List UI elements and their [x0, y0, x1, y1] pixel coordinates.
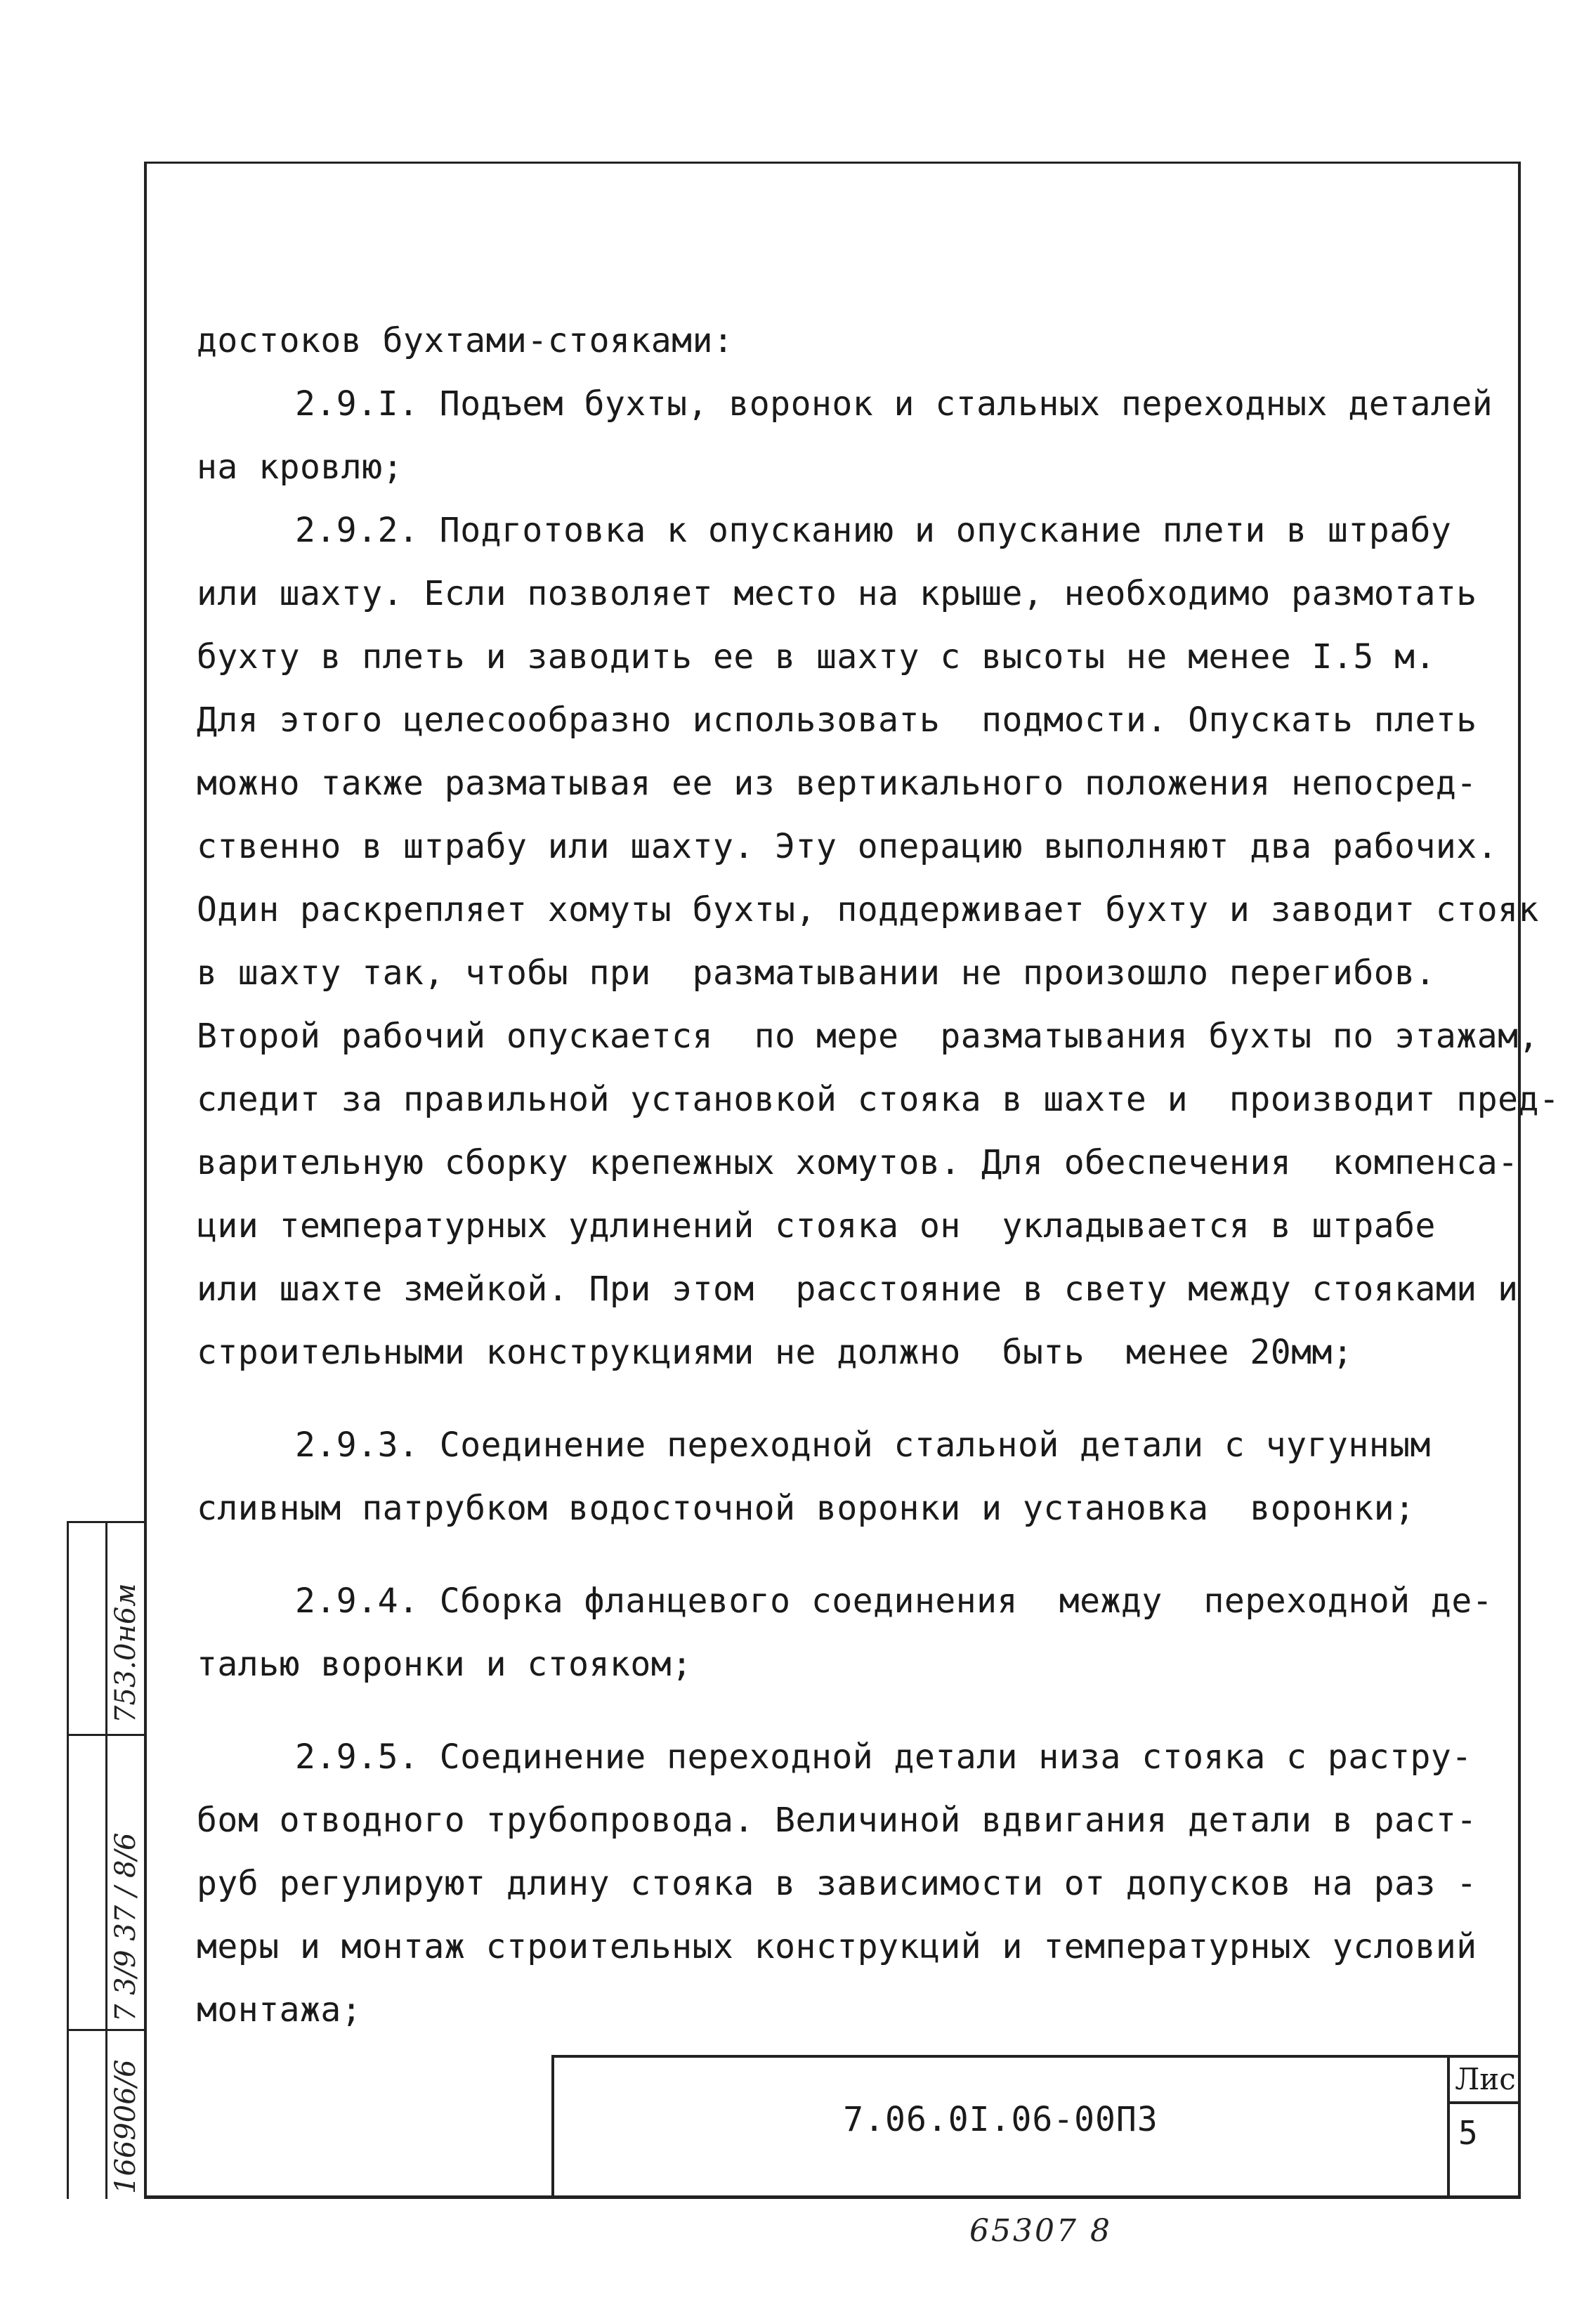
sheet-number: 5: [1458, 2114, 1478, 2152]
text-line: Второй рабочий опускается по мере разматывания бухты по этажам,: [197, 1017, 1539, 1056]
text-line: строительными конструкциями не должно быть менее 20мм;: [197, 1333, 1354, 1372]
document-code: 7.06.0I.06-00ПЗ: [843, 2100, 1158, 2139]
text-line: ции температурных удлинений стояка он укладывается в штрабе: [197, 1206, 1436, 1246]
text-line: бухту в плеть и заводить ее в шахту с высоты не менее I.5 м.: [197, 637, 1436, 677]
text-line: монтажа;: [197, 1990, 362, 2030]
side-stamp-middle-text: 753.0н6м: [110, 1583, 142, 1723]
clause-2-9-1: 2.9.I. Подъем бухты, воронок и стальных переходных деталей: [295, 384, 1493, 424]
text-line: на кровлю;: [197, 448, 403, 487]
text-line: в шахту так, чтобы при разматывании не произошло перегибов.: [197, 953, 1436, 993]
text-line: ственно в штрабу или шахту. Эту операцию выполняют два рабочих.: [197, 827, 1498, 866]
text-line: руб регулируют длину стояка в зависимости от допусков на раз -: [197, 1864, 1477, 1903]
inventory-number: 166906/6: [110, 2059, 142, 2194]
clause-2-9-5: 2.9.5. Соединение переходной детали низа стояка с растру-: [295, 1737, 1472, 1777]
text-line: следит за правильной установкой стояка в шахте и производит пред-: [197, 1080, 1560, 1119]
clause-2-9-4: 2.9.4. Сборка фланцевого соединения между переходной де-: [295, 1581, 1493, 1621]
clause-2-9-3: 2.9.3. Соединение переходной стальной детали с чугунным: [295, 1425, 1431, 1465]
side-stamp: [67, 1521, 144, 2199]
side-stamp-bottom-text: 7 3/9 37 / 8/6: [110, 1832, 142, 2022]
text-line: Для этого целесообразно использовать подмости. Опускать плеть: [197, 700, 1477, 740]
handwritten-note: 65307 8: [969, 2213, 1112, 2249]
text-line: достоков бухтами-стояками:: [197, 321, 734, 360]
text-line: можно также разматывая ее из вертикального положения непосред-: [197, 764, 1477, 803]
text-line: или шахту. Если позволяет место на крыше, необходимо размотать: [197, 574, 1477, 613]
sheet-box: [1447, 2058, 1521, 2199]
body-text: [197, 309, 1560, 2042]
text-line: сливным патрубком водосточной воронки и установка воронки;: [197, 1489, 1415, 1528]
text-line: варительную сборку крепежных хомутов. Для обеспечения компенса-: [197, 1143, 1519, 1182]
text-line: талью воронки и стояком;: [197, 1645, 693, 1684]
sheet-label: Лис: [1450, 2058, 1521, 2104]
text-line: меры и монтаж строительных конструкций и температурных условий: [197, 1927, 1477, 1966]
text-line: или шахте змейкой. При этом расстояние в свету между стояками и: [197, 1269, 1519, 1309]
title-block: [551, 2055, 1521, 2199]
text-line: Один раскрепляет хомуты бухты, поддерживает бухту и заводит стояк: [197, 890, 1539, 929]
clause-2-9-2: 2.9.2. Подготовка к опусканию и опускание плети в штрабу: [295, 511, 1452, 550]
text-line: бом отводного трубопровода. Величиной вдвигания детали в раст-: [197, 1801, 1477, 1840]
